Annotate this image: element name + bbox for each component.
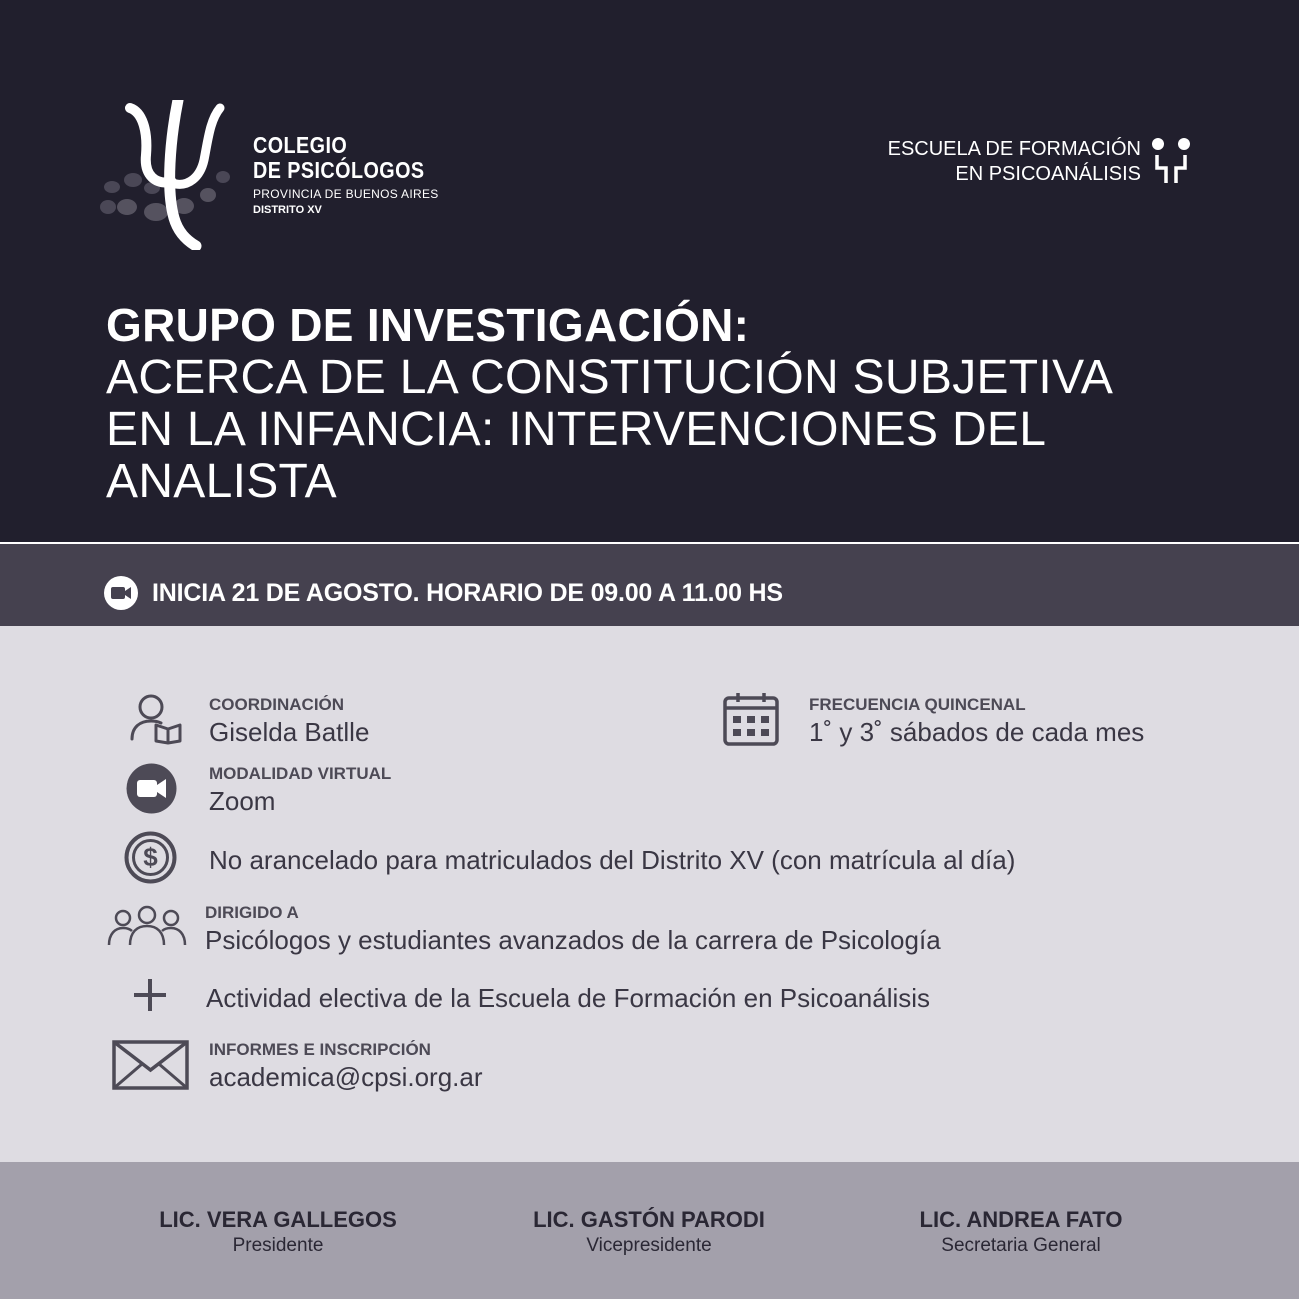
header [0,0,1299,542]
signature-name: LIC. ANDREA FATO [919,1207,1123,1232]
title-block [106,298,1256,508]
title-line-2: EN LA INFANCIA: INTERVENCIONES DEL [106,403,1047,456]
coordination-label: COORDINACIÓN [209,695,345,714]
psi-logo-icon [100,100,235,250]
signature-role: Presidente [232,1235,324,1256]
escuela-line-1: ESCUELA DE FORMACIÓN [887,138,1141,160]
frequency-value: 1˚ y 3˚ sábados de cada mes [809,717,1145,747]
fee-value: No arancelado para matriculados del Distrito XV (con matrícula al día) [209,845,1016,875]
escuela-line-2: EN PSICOANÁLISIS [955,163,1141,185]
logo-line-2: DE PSICÓLOGOS [253,157,425,183]
logo-line-4: DISTRITO XV [253,204,322,216]
contact-label: INFORMES E INSCRIPCIÓN [209,1040,431,1059]
escuela-title [888,137,1141,187]
coordination-value: Giselda Batlle [209,717,370,747]
frequency-label: FRECUENCIA QUINCENAL [809,695,1026,714]
svg-text:$: $ [143,842,158,872]
group-icon [106,905,188,947]
envelope-icon [112,1040,189,1090]
person-book-icon [128,693,184,745]
video-camera-icon [126,763,177,814]
logo-text [253,133,452,217]
video-camera-icon [103,575,139,611]
audience-label: DIRIGIDO A [205,903,299,922]
contact-email[interactable]: academica@cpsi.org.ar [209,1062,483,1092]
signature-vicepresident [484,1206,814,1258]
plus-icon [133,978,167,1012]
start-date-text: INICIA 21 DE AGOSTO. HORARIO DE 09.00 A 11.00 HS [152,579,783,607]
info-section [0,626,1299,1162]
signature-name: LIC. GASTÓN PARODI [533,1207,765,1232]
logo-line-1: COLEGIO [253,132,348,158]
calendar-icon [722,691,780,747]
modality-label: MODALIDAD VIRTUAL [209,764,392,783]
escuela-logo-icon [1148,135,1194,187]
signature-name: LIC. VERA GALLEGOS [159,1207,397,1232]
audience-value: Psicólogos y estudiantes avanzados de la carrera de Psicología [205,925,941,955]
modality-value: Zoom [209,786,276,816]
dollar-coin-icon [124,831,177,884]
title-line-3: ANALISTA [106,455,337,508]
title-heading: GRUPO DE INVESTIGACIÓN: [106,299,750,351]
logo-line-3: PROVINCIA DE BUENOS AIRES [253,187,439,201]
signature-secretary [856,1206,1186,1258]
signature-role: Secretaria General [941,1235,1101,1256]
signature-role: Vicepresidente [586,1235,712,1256]
elective-value: Actividad electiva de la Escuela de Formación en Psicoanálisis [206,983,931,1013]
signature-president [113,1206,443,1258]
title-line-1: ACERCA DE LA CONSTITUCIÓN SUBJETIVA [106,351,1114,404]
